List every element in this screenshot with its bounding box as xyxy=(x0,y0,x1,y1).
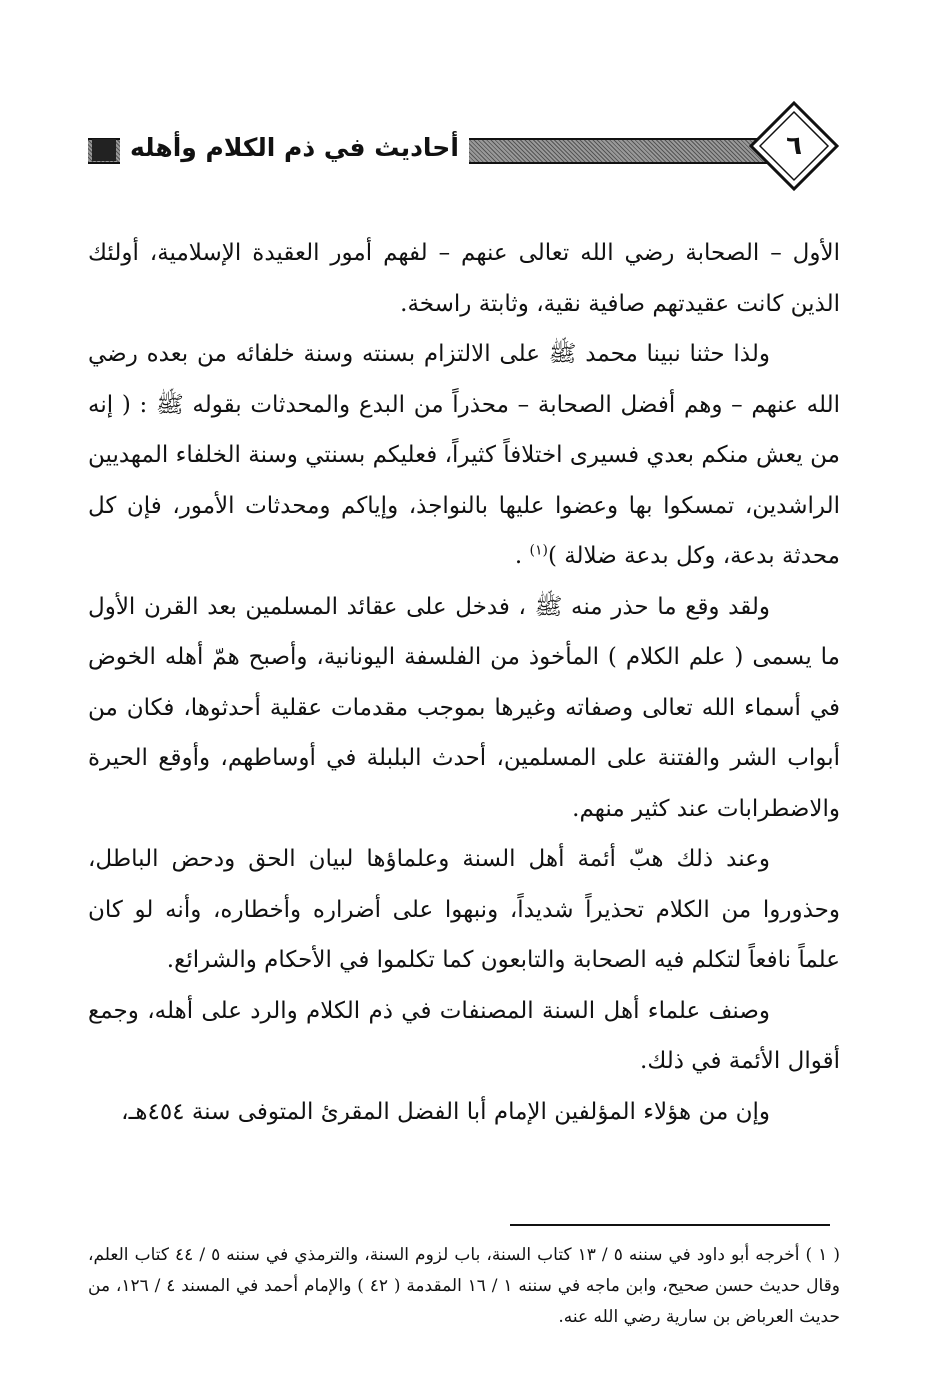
footnote: ( ١ ) أخرجه أبو داود في سننه ٥ / ١٣ كتاب السنة، باب لزوم السنة، والترمذي في سننه ٥ / ٤٤ كتاب العلم، وقال حديث حسن صحيح، وابن ماجه في سننه ١ / ١٦ المقدمة ( ٤٢ ) والإمام أحمد في المسند ٤ / ١٢٦، من حديث العرباض بن سارية رضي الله عنه. xyxy=(88,1245,840,1327)
running-title: أحاديث في ذم الكلام وأهله xyxy=(120,128,469,168)
header-end-square xyxy=(92,139,116,161)
page-number: ٦ xyxy=(786,131,802,161)
paragraph: ولقد وقع ما حذر منه ﷺ ، فدخل على عقائد المسلمين بعد القرن الأول ما يسمى ( علم الكلام ) المأخوذ من الفلسفة اليونانية، وأصبح همّ أهله الخوض في أسماء الله تعالى وصفاته وغيرها بموجب مقدمات عقلية أحدثوها، فكان من أبواب الشر والفتنة على المسلمين، أحدث البلبلة في أوساطهم، وأوقع الحيرة والاضطرابات عند كثير منهم. xyxy=(88,593,840,822)
footnote-divider xyxy=(510,1224,830,1226)
paragraph: وعند ذلك هبّ أئمة أهل السنة وعلماؤها لبيان الحق ودحض الباطل، وحذوروا من الكلام تحذيراً شديداً، ونبهوا على أضراره وأخطاره، وأنه لو كان علماً نافعاً لتكلم فيه الصحابة والتابعون كما تكلموا في الأحكام والشرائع. xyxy=(88,846,840,973)
footnote-reference: (١) xyxy=(529,542,548,559)
paragraph: وإن من هؤلاء المؤلفين الإمام أبا الفضل المقرئ المتوفى سنة ٤٥٤هـ، xyxy=(121,1098,770,1125)
paragraph-end: . xyxy=(514,543,530,569)
paragraph xyxy=(88,329,840,582)
paragraph: وصنف علماء أهل السنة المصنفات في ذم الكلام والرد على أهله، وجمع أقوال الأئمة في ذلك. xyxy=(88,997,840,1074)
paragraph-text: ولذا حثنا نبينا محمد ﷺ على الالتزام بسنته وسنة خلفائه من بعده رضي الله عنهم – وهم أفضل الصحابة – محذراً من البدع والمحدثات بقوله ﷺ : ( إنه من يعش منكم بعدي فسيرى اختلافاً كثيراً، فعليكم بسنتي وسنة الخلفاء المهديين الراشدين، تمسكوا بها وعضوا عليها بالنواجذ، وإياكم ومحدثات الأمور، فإن كل محدثة بدعة، وكل بدعة ضلالة ) xyxy=(88,341,840,569)
paragraph: الأول – الصحابة رضي الله تعالى عنهم – لفهم أمور العقيدة الإسلامية، أولئك الذين كانت عقيدتهم صافية نقية، وثابتة راسخة. xyxy=(88,240,840,317)
page-number-badge xyxy=(748,100,840,192)
main-text xyxy=(88,228,840,1137)
